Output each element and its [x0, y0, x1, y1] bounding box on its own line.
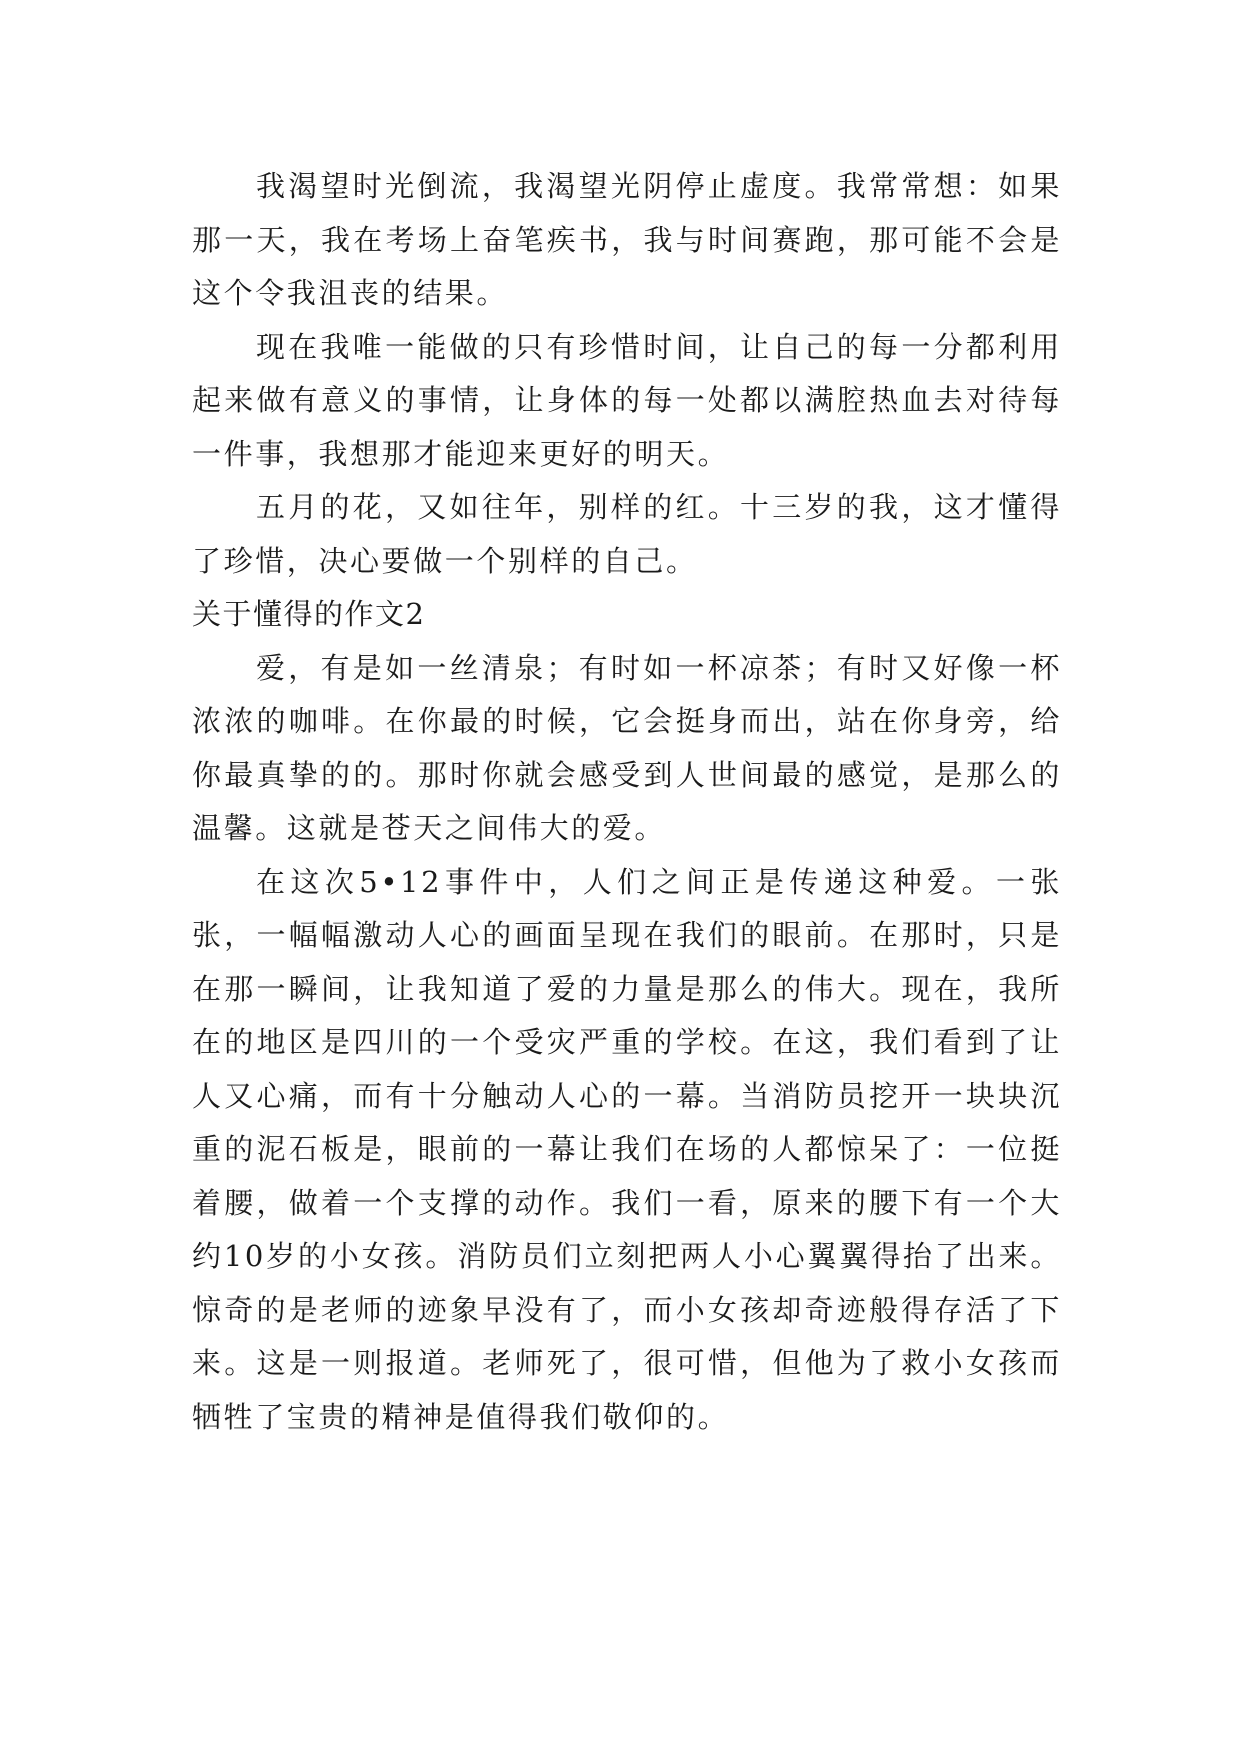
paragraph-longing: 我渴望时光倒流，我渴望光阴停止虚度。我常常想：如果那一天，我在考场上奋笔疾书，我与时间赛跑，那可能不会是这个令我沮丧的结果。: [192, 169, 1062, 310]
essay-body: [192, 160, 1062, 1444]
paragraph-may-flowers: 五月的花，又如往年，别样的红。十三岁的我，这才懂得了珍惜，决心要做一个别样的自己。: [192, 490, 1062, 578]
paragraph-earthquake-story: 在这次5•12事件中，人们之间正是传递这种爱。一张张，一幅幅激动人心的画面呈现在我们的眼前。在那时，只是在那一瞬间，让我知道了爱的力量是那么的伟大。现在，我所在的地区是四川的一个受灾严重的学校。在这，我们看到了让人又心痛，而有十分触动人心的一幕。当消防员挖开一块块沉重的泥石板是，眼前的一幕让我们在场的人都惊呆了：一位挺着腰，做着一个支撑的动作。我们一看，原来的腰下有一个大约10岁的小女孩。消防员们立刻把两人小心翼翼得抬了出来。惊奇的是老师的迹象早没有了，而小女孩却奇迹般得存活了下来。这是一则报道。老师死了，很可惜，但他为了救小女孩而牺牲了宝贵的精神是值得我们敬仰的。: [192, 864, 1062, 1434]
paragraph-love: 爱，有是如一丝清泉；有时如一杯凉茶；有时又好像一杯浓浓的咖啡。在你最的时候，它会挺身而出，站在你身旁，给你最真挚的的。那时你就会感受到人世间最的感觉，是那么的温馨。这就是苍天之间伟大的爱。: [192, 650, 1062, 845]
paragraph-cherish-time: 现在我唯一能做的只有珍惜时间，让自己的每一分都利用起来做有意义的事情，让身体的每一处都以满腔热血去对待每一件事，我想那才能迎来更好的明天。: [192, 329, 1062, 471]
section-title: 关于懂得的作文2: [192, 597, 426, 631]
